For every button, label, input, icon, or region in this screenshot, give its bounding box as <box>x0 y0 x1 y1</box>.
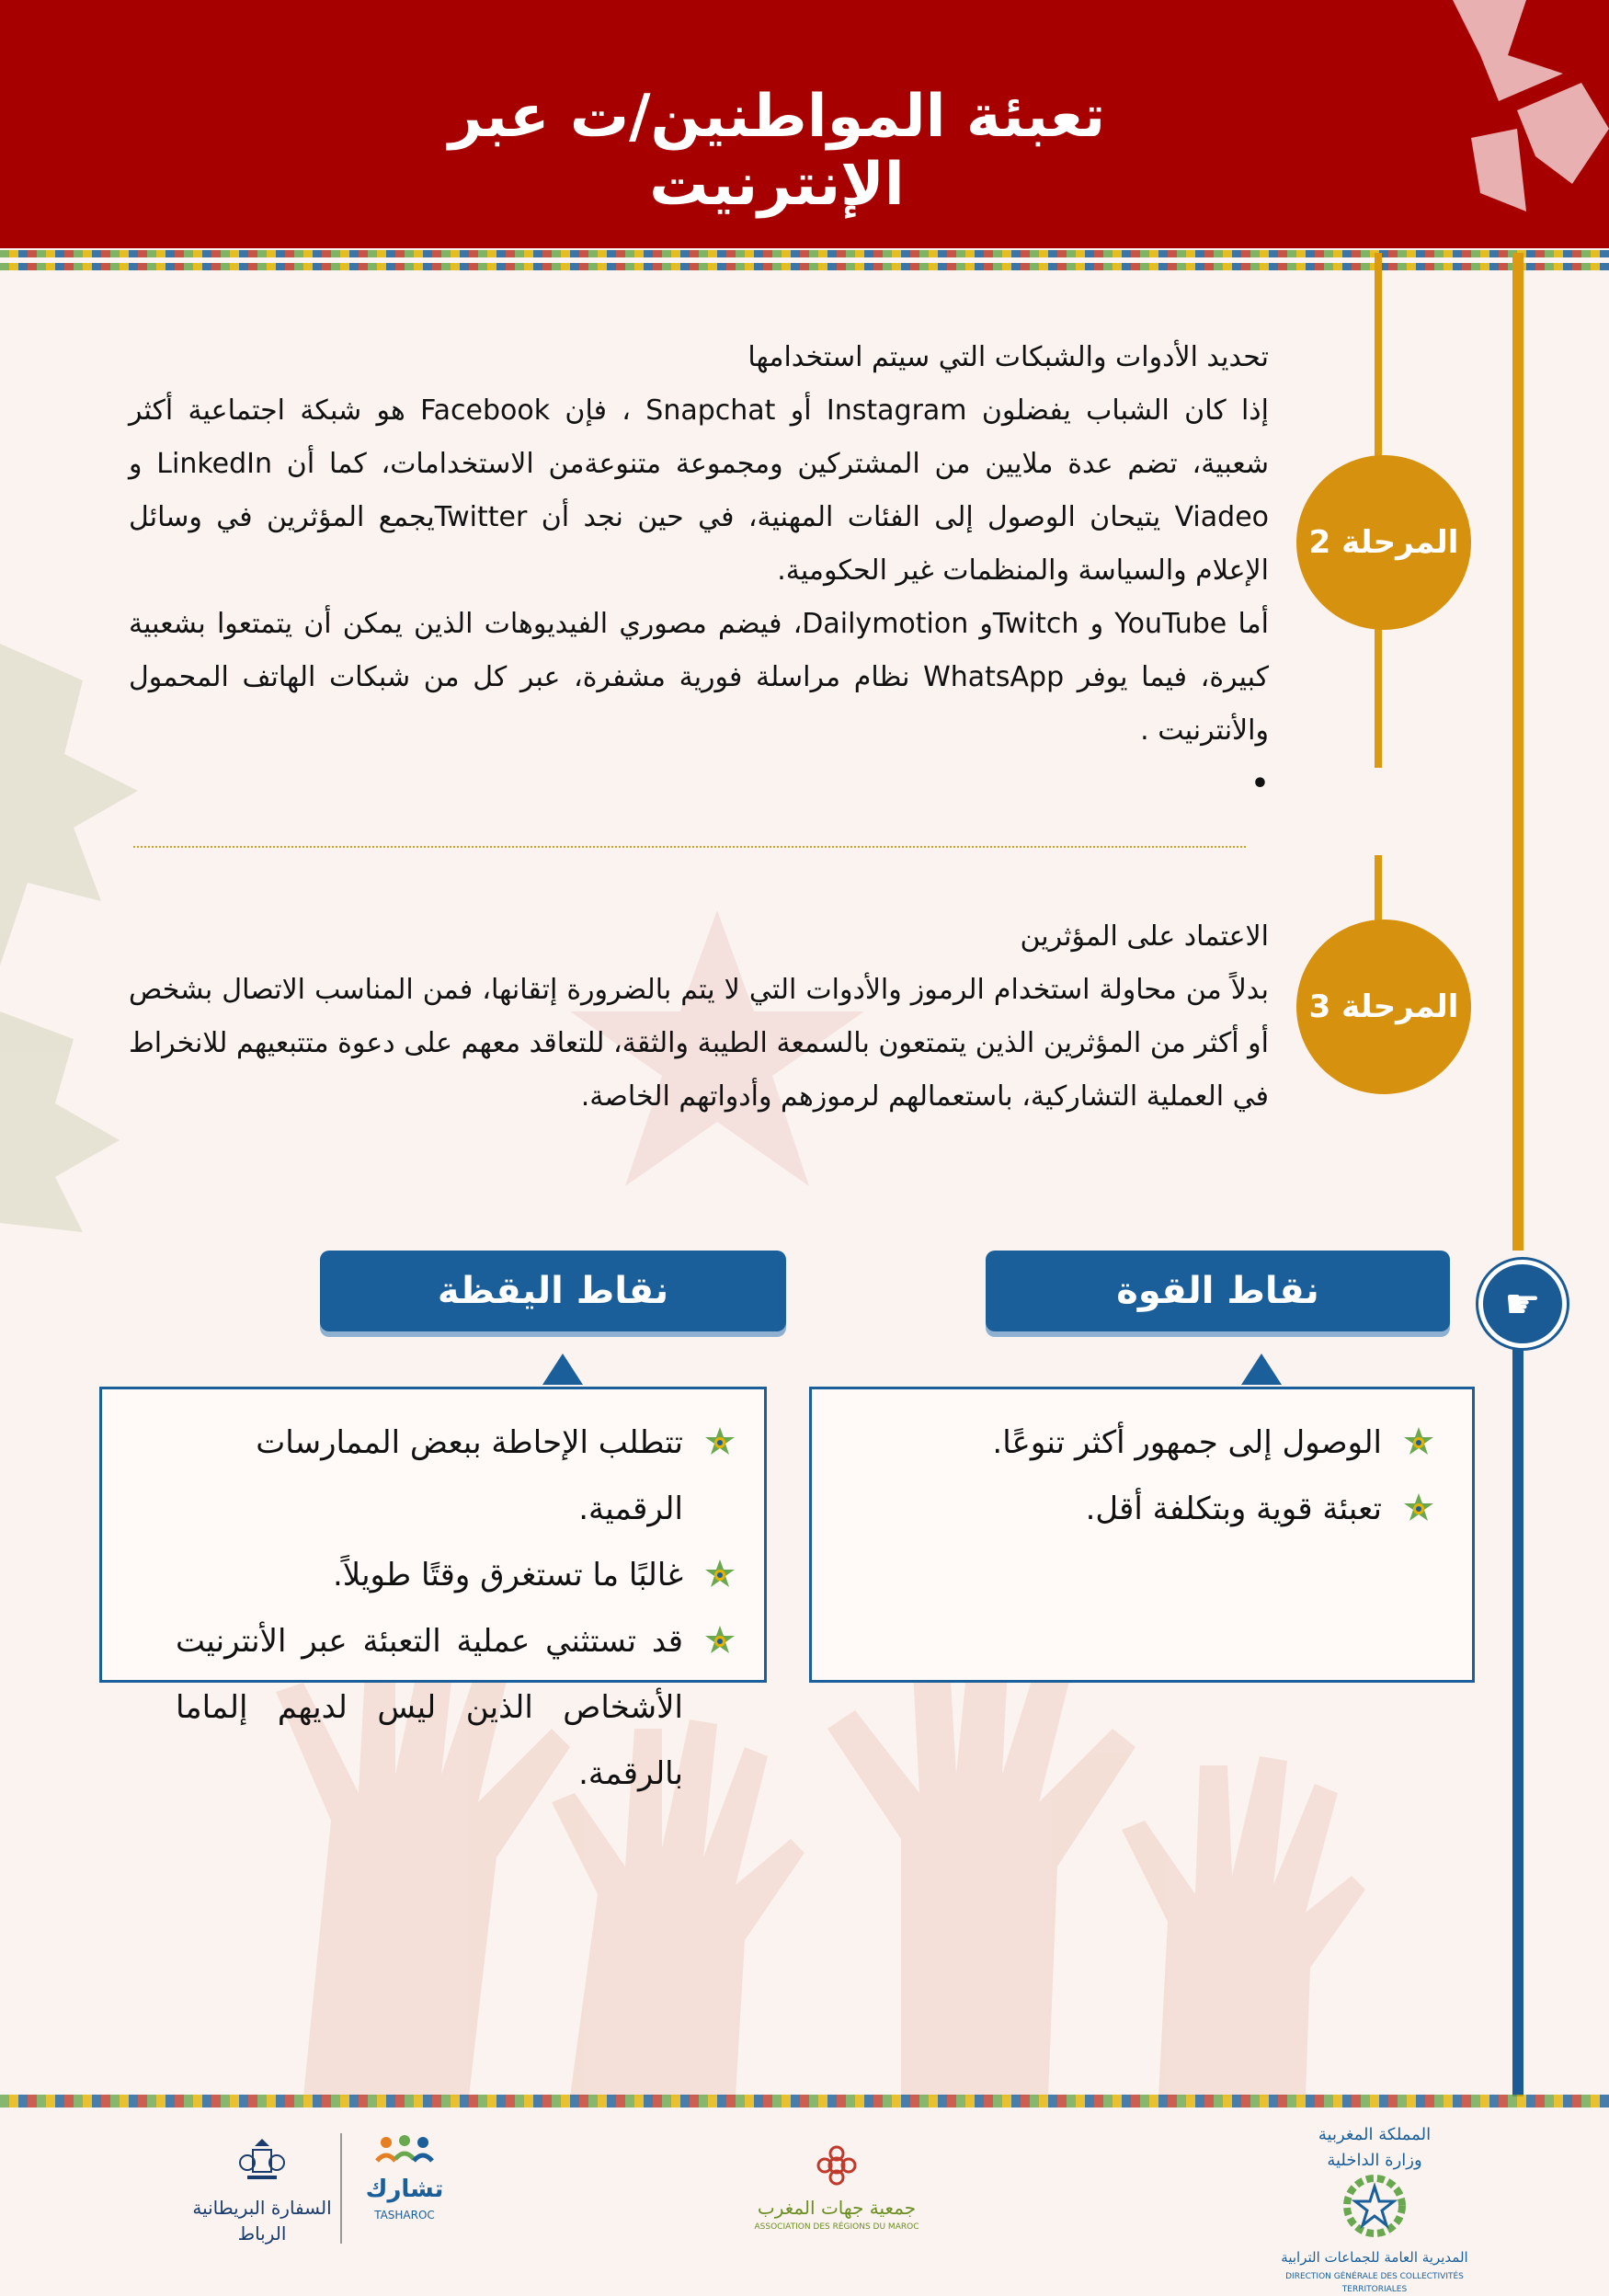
strengths-arrow-icon <box>1241 1354 1282 1385</box>
ministry-line-3: المديرية العامة للجماعات الترابية <box>1281 2249 1468 2266</box>
stage-2-badge <box>1296 455 1471 630</box>
strengths-title: نقاط القوة <box>1116 1270 1319 1312</box>
cautions-arrow-icon <box>542 1354 583 1385</box>
stage-2-heading: تحديد الأدوات والشبكات التي سيتم استخدامها <box>747 341 1269 373</box>
header-border <box>0 250 1609 270</box>
stage-2-paragraph-1: إذا كان الشباب يفضلون Instagram أو Snapchat ، فإن Facebook هو شبكة اجتماعية أكثر شعبية، تضم عدة ملايين من المشتركين ومجموعة متنوعةمن الاستخدامات، كما أن LinkedIn و Viadeo يتيحان الوصول إلى الفئات المهنية، في حين نجد أن Twitterيجمع المؤثرين في وسائل الإعلام والسياسة والمنظمات غير الحكومية. <box>129 394 1269 587</box>
list-item <box>176 1608 736 1807</box>
page-title: تعبئة المواطنين/ت عبر الإنترنيت <box>448 83 1106 219</box>
tasharoc-people-icon <box>372 2133 437 2170</box>
list-item <box>849 1476 1435 1542</box>
star-bullet-icon <box>1402 1426 1435 1459</box>
ministry-logo <box>1260 2122 1489 2296</box>
ministry-line-2: وزارة الداخلية <box>1327 2151 1422 2170</box>
strengths-tab <box>986 1251 1450 1331</box>
regions-name-fr: ASSOCIATION DES RÉGIONS DU MAROC <box>754 2222 919 2232</box>
star-bullet-icon <box>703 1559 736 1592</box>
header-star-decoration <box>1416 0 1609 248</box>
stage-3-paragraph: بدلاً من محاولة استخدام الرموز والأدوات التي لا يتم بالضرورة إتقانها، فمن المناسب الاتصال بشخص أو أكثر من المؤثرين الذين يتمتعون بالسمعة الطيبة والثقة، للتعاقد معهم على دعوة متتبعيهم للانخراط في العملية التشاركية، باستعمالهم لرموزهم وأدواتهم الخاصة. <box>129 974 1269 1113</box>
footer-logo-divider <box>340 2133 342 2244</box>
tasharoc-logo <box>354 2133 455 2228</box>
pointing-hand-icon: ☛ <box>1478 1260 1567 1348</box>
star-bullet-icon <box>1402 1492 1435 1525</box>
list-item <box>176 1410 736 1542</box>
star-bullet-icon <box>703 1625 736 1658</box>
ministry-line-1: المملكة المغربية <box>1318 2125 1432 2144</box>
star-bullet-icon <box>703 1426 736 1459</box>
ministry-line-fr: DIRECTION GÉNÉRALE DES COLLECTIVITÉS TERRITORIALES <box>1285 2272 1464 2294</box>
embassy-line-2: الرباط <box>237 2222 287 2245</box>
tasharoc-name-en: TASHAROC <box>374 2209 435 2222</box>
list-item <box>176 1542 736 1608</box>
embassy-line-1: السفارة البريطانية <box>192 2197 332 2219</box>
tasharoc-name-ar: تشارك <box>365 2176 444 2203</box>
british-embassy-logo <box>188 2133 336 2246</box>
stage-3-text <box>129 910 1269 1124</box>
regions-name-ar: جمعية جهات المغرب <box>757 2197 917 2219</box>
stage-2-text <box>129 331 1269 811</box>
strengths-box <box>809 1387 1475 1683</box>
royal-crest-icon <box>234 2133 290 2188</box>
strength-item-1: الوصول إلى جمهور أكثر تنوعًا. <box>992 1424 1382 1461</box>
regions-flower-icon <box>814 2142 860 2188</box>
ministry-emblem-icon <box>1342 2174 1407 2238</box>
cautions-box <box>99 1387 767 1792</box>
stage-2-paragraph-2: أما YouTube و Twitchو Dailymotion، فيضم مصوري الفيديوهات الذين يمكن أن يتمتعوا بشعبية كبيرة، فيما يوفر WhatsApp نظام مراسلة فورية مشفرة، عبر كل من شبكات الهاتف المحمول والأنترنيت . <box>129 608 1270 747</box>
cautions-tab <box>320 1251 786 1331</box>
section-divider <box>133 846 1246 848</box>
caution-item-3: قد تستثني عملية التعبئة عبر الأنترنيت الأشخاص الذين ليس لديهم إلماما بالرقمة. <box>176 1623 683 1792</box>
stage-3-label: المرحلة 3 <box>1308 988 1459 1025</box>
strength-item-2: تعبئة قوية وبتكلفة أقل. <box>1085 1491 1382 1527</box>
caution-item-1: تتطلب الإحاطة ببعض الممارسات الرقمية. <box>256 1424 683 1527</box>
timeline-line-gold <box>1512 253 1523 1251</box>
regions-association-logo <box>754 2142 919 2233</box>
stage-2-label: المرحلة 2 <box>1308 524 1459 561</box>
footer-border <box>0 2095 1609 2108</box>
cautions-title: نقاط اليقظة <box>437 1270 669 1312</box>
list-item <box>849 1410 1435 1476</box>
caution-item-2: غالبًا ما تستغرق وقتًا طويلاً. <box>333 1557 683 1593</box>
stage-3-heading: الاعتماد على المؤثرين <box>1020 920 1269 953</box>
stage-3-badge <box>1296 920 1471 1094</box>
stage-2-trailing-bullet: • <box>1250 768 1269 800</box>
timeline-line-blue <box>1512 1324 1523 2096</box>
